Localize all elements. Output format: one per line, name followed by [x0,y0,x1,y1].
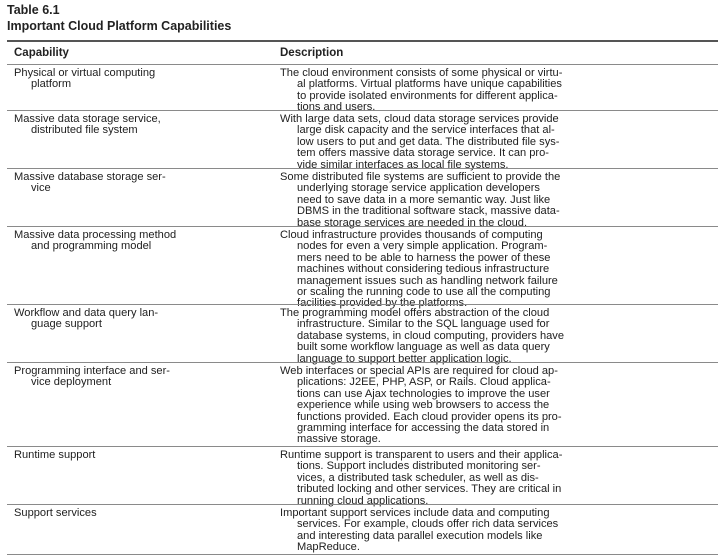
capability-cell [14,68,264,91]
capability-text-line: and programming model [31,240,152,253]
capability-text-line: vice deployment [31,376,112,389]
description-cell [280,68,705,114]
description-text-line: nodes for even a very simple application. Program- [297,240,548,253]
description-text-line: Some distributed file systems are sufficient to provide the [280,171,561,183]
description-text-line: low users to put and get data. The distributed file sys- [297,135,560,148]
description-cell [280,230,705,310]
description-text-line: machines without considering tedious infrastructure [297,263,550,276]
table-row [7,110,718,171]
capability-text-line: Workflow and data query lan- [14,307,159,319]
description-text-line: The programming model offers abstraction of the cloud [280,307,550,319]
capability-cell [14,230,264,253]
description-cell [280,172,705,229]
description-cell [280,114,705,171]
description-text-line: management issues such as handling network failure [297,274,558,287]
description-text-line: The cloud environment consists of some physical or virtu- [280,67,563,79]
description-cell [280,366,705,446]
description-cell [280,308,705,365]
table-body [7,64,718,554]
description-text-line: large disk capacity and the service interfaces that al- [297,124,555,137]
description-text-line: tributed locking and other services. They are critical in [297,483,562,496]
capability-text-line: guage support [31,318,102,331]
description-text-line: infrastructure. Similar to the SQL language used for [297,318,550,331]
description-text-line: database systems, in cloud computing, providers have [297,329,565,342]
description-text-line: experience while using web browsers to access the [297,399,550,412]
capability-text-line: Support services [14,507,97,519]
description-text-line: need to save data in a more semantic way. Just like [297,193,551,206]
description-text-line: Cloud infrastructure provides thousands of computing [280,229,543,241]
description-text-line: facilities provided by the platforms. [297,297,468,310]
description-text-line: services. For example, clouds offer rich data services [297,518,559,531]
description-text-line: or scaling the running code to use all the computing [297,286,551,299]
table-row [7,226,718,310]
description-text-line: and interesting data parallel execution models like [297,529,543,542]
description-cell [280,508,705,554]
description-text-line: tem offers massive data storage service. It can pro- [297,147,549,160]
description-text-line: plications: J2EE, PHP, ASP, or Rails. Cloud applica- [297,376,551,389]
description-text-line: massive storage. [297,433,381,446]
capability-text-line: distributed file system [31,124,138,137]
description-text-line: mers need to be able to harness the power of these [297,251,551,264]
capability-cell [14,366,264,389]
capability-cell [14,450,264,461]
capability-cell [14,114,264,137]
capability-text-line: Massive data storage service, [14,113,161,125]
capability-text-line: vice [31,182,51,195]
capabilities-table [7,42,718,555]
description-text-line: language to support better application logic. [297,352,512,365]
description-text-line: DBMS in the traditional software stack, massive data- [297,205,560,218]
table-title: Important Cloud Platform Capabilities [7,19,232,33]
description-text-line: to provide isolated environments for different applica- [297,89,558,102]
description-text-line: vide similar interfaces as local file systems. [297,158,509,171]
description-text-line: built some workflow language as well as data query [297,341,550,354]
capability-text-line: platform [31,78,72,91]
table-row [7,504,718,554]
description-text-line: al platforms. Virtual platforms have unique capabilities [297,78,562,91]
table-row [7,168,718,229]
capability-text-line: Massive database storage ser- [14,171,166,183]
capability-cell [14,308,264,331]
capability-text-line: Physical or virtual computing [14,67,156,79]
description-text-line: MapReduce. [297,541,360,554]
description-text-line: tions can use Ajax technologies to improve the user [297,387,550,400]
capability-cell [14,508,264,519]
description-text-line: running cloud applications. [297,494,429,507]
description-text-line: tions and users. [297,101,376,114]
description-text-line: gramming interface for accessing the data stored in [297,422,550,435]
description-text-line: base storage services are needed in the cloud. [297,216,528,229]
table-header-row [7,42,718,64]
table-row [7,64,718,114]
header-description: Description [280,47,344,59]
description-text-line: Web interfaces or special APIs are required for cloud ap- [280,365,558,377]
description-text-line: tions. Support includes distributed monitoring ser- [297,460,541,473]
description-text-line: underlying storage service application developers [297,182,540,195]
table-row [7,446,718,507]
capability-text-line: Programming interface and ser- [14,365,170,377]
capability-text-line: Massive data processing method [14,229,177,241]
description-text-line: functions provided. Each cloud provider opens its pro- [297,410,562,423]
description-text-line: With large data sets, cloud data storage services provide [280,113,559,125]
description-text-line: Important support services include data and computing [280,507,550,519]
capability-cell [14,172,264,195]
capability-text-line: Runtime support [14,449,96,461]
description-text-line: vices, a distributed task scheduler, as well as dis- [297,471,539,484]
header-capability: Capability [14,47,69,59]
table-row [7,304,718,365]
description-cell [280,450,705,507]
description-text-line: Runtime support is transparent to users and their applica- [280,449,563,461]
table-row [7,362,718,446]
table-number: Table 6.1 [7,3,60,17]
